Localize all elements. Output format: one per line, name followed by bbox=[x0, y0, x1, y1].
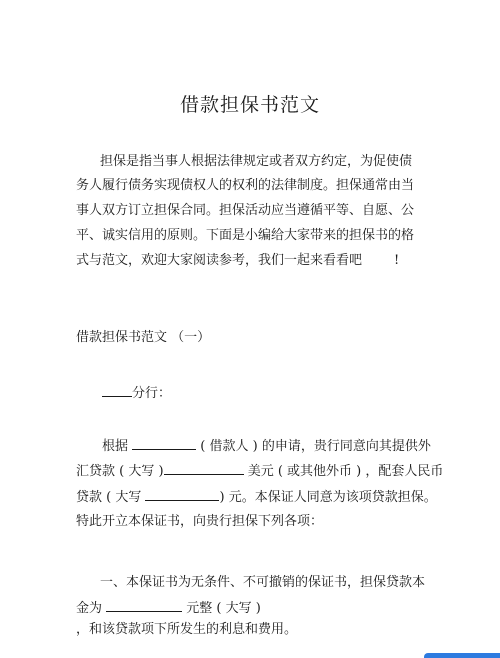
branch-line bbox=[102, 384, 171, 402]
p1-l3-b: ) 元。本保证人同意为该项贷款担保。 bbox=[219, 490, 437, 505]
paragraph-1-line-4: 特此开立本保证书，向贵行担保下列各项： bbox=[76, 514, 324, 529]
p1-l1-b: ( 借款人 ) 的申请，贵行同意向其提供外 bbox=[200, 439, 431, 454]
p1-l1-a: 根据 bbox=[102, 439, 129, 454]
intro-line-4: 平、诚实信用的原则。下面是小编给大家带来的担保书的格 bbox=[76, 228, 415, 243]
foreign-amount-blank bbox=[164, 462, 244, 475]
p1-l2-b: 美元 ( 或其他外币 ) ，配套人民币 bbox=[247, 464, 444, 479]
intro-line-2: 务人履行债务实现债权人的权利的法律制度。担保通常由当 bbox=[76, 178, 415, 193]
clause-1-l2-b: 元整 ( 大写 ) bbox=[186, 601, 261, 616]
clause-1-l2-a: 金为 bbox=[76, 601, 103, 616]
branch-suffix: 分行： bbox=[132, 386, 172, 401]
principal-blank bbox=[106, 599, 182, 612]
p1-l2-a: 汇贷款 ( 大写 ) bbox=[76, 464, 164, 479]
intro-line-3: 事人双方订立担保合同。担保活动应当遵循平等、自愿、公 bbox=[76, 203, 415, 218]
paragraph-1-line-1 bbox=[102, 437, 431, 455]
p1-l3-a: 贷款 ( 大写 bbox=[76, 490, 142, 505]
intro-line-1: 担保是指当事人根据法律规定或者双方约定，为促使债 bbox=[100, 154, 413, 169]
intro-line-5-text: 式与范文，欢迎大家阅读参考，我们一起来看看吧 bbox=[76, 253, 363, 268]
rmb-amount-blank bbox=[145, 488, 219, 501]
borrower-blank bbox=[132, 437, 196, 450]
clause-1-line-2 bbox=[76, 599, 261, 617]
document-title: 借款担保书范文 bbox=[179, 94, 320, 116]
paragraph-1-line-2 bbox=[76, 462, 443, 480]
intro-exclamation: ! bbox=[394, 253, 400, 268]
section-heading: 借款担保书范文 （一） bbox=[76, 330, 211, 345]
intro-line-5 bbox=[76, 253, 399, 269]
paragraph-1-line-3 bbox=[76, 488, 437, 506]
clause-1-line-3: ，和该贷款项下所发生的利息和费用。 bbox=[76, 622, 298, 637]
corner-accent-bar bbox=[424, 653, 500, 658]
clause-1-line-1: 一、本保证书为无条件、不可撤销的保证书，担保贷款本 bbox=[100, 575, 426, 590]
branch-name-blank bbox=[102, 384, 132, 397]
